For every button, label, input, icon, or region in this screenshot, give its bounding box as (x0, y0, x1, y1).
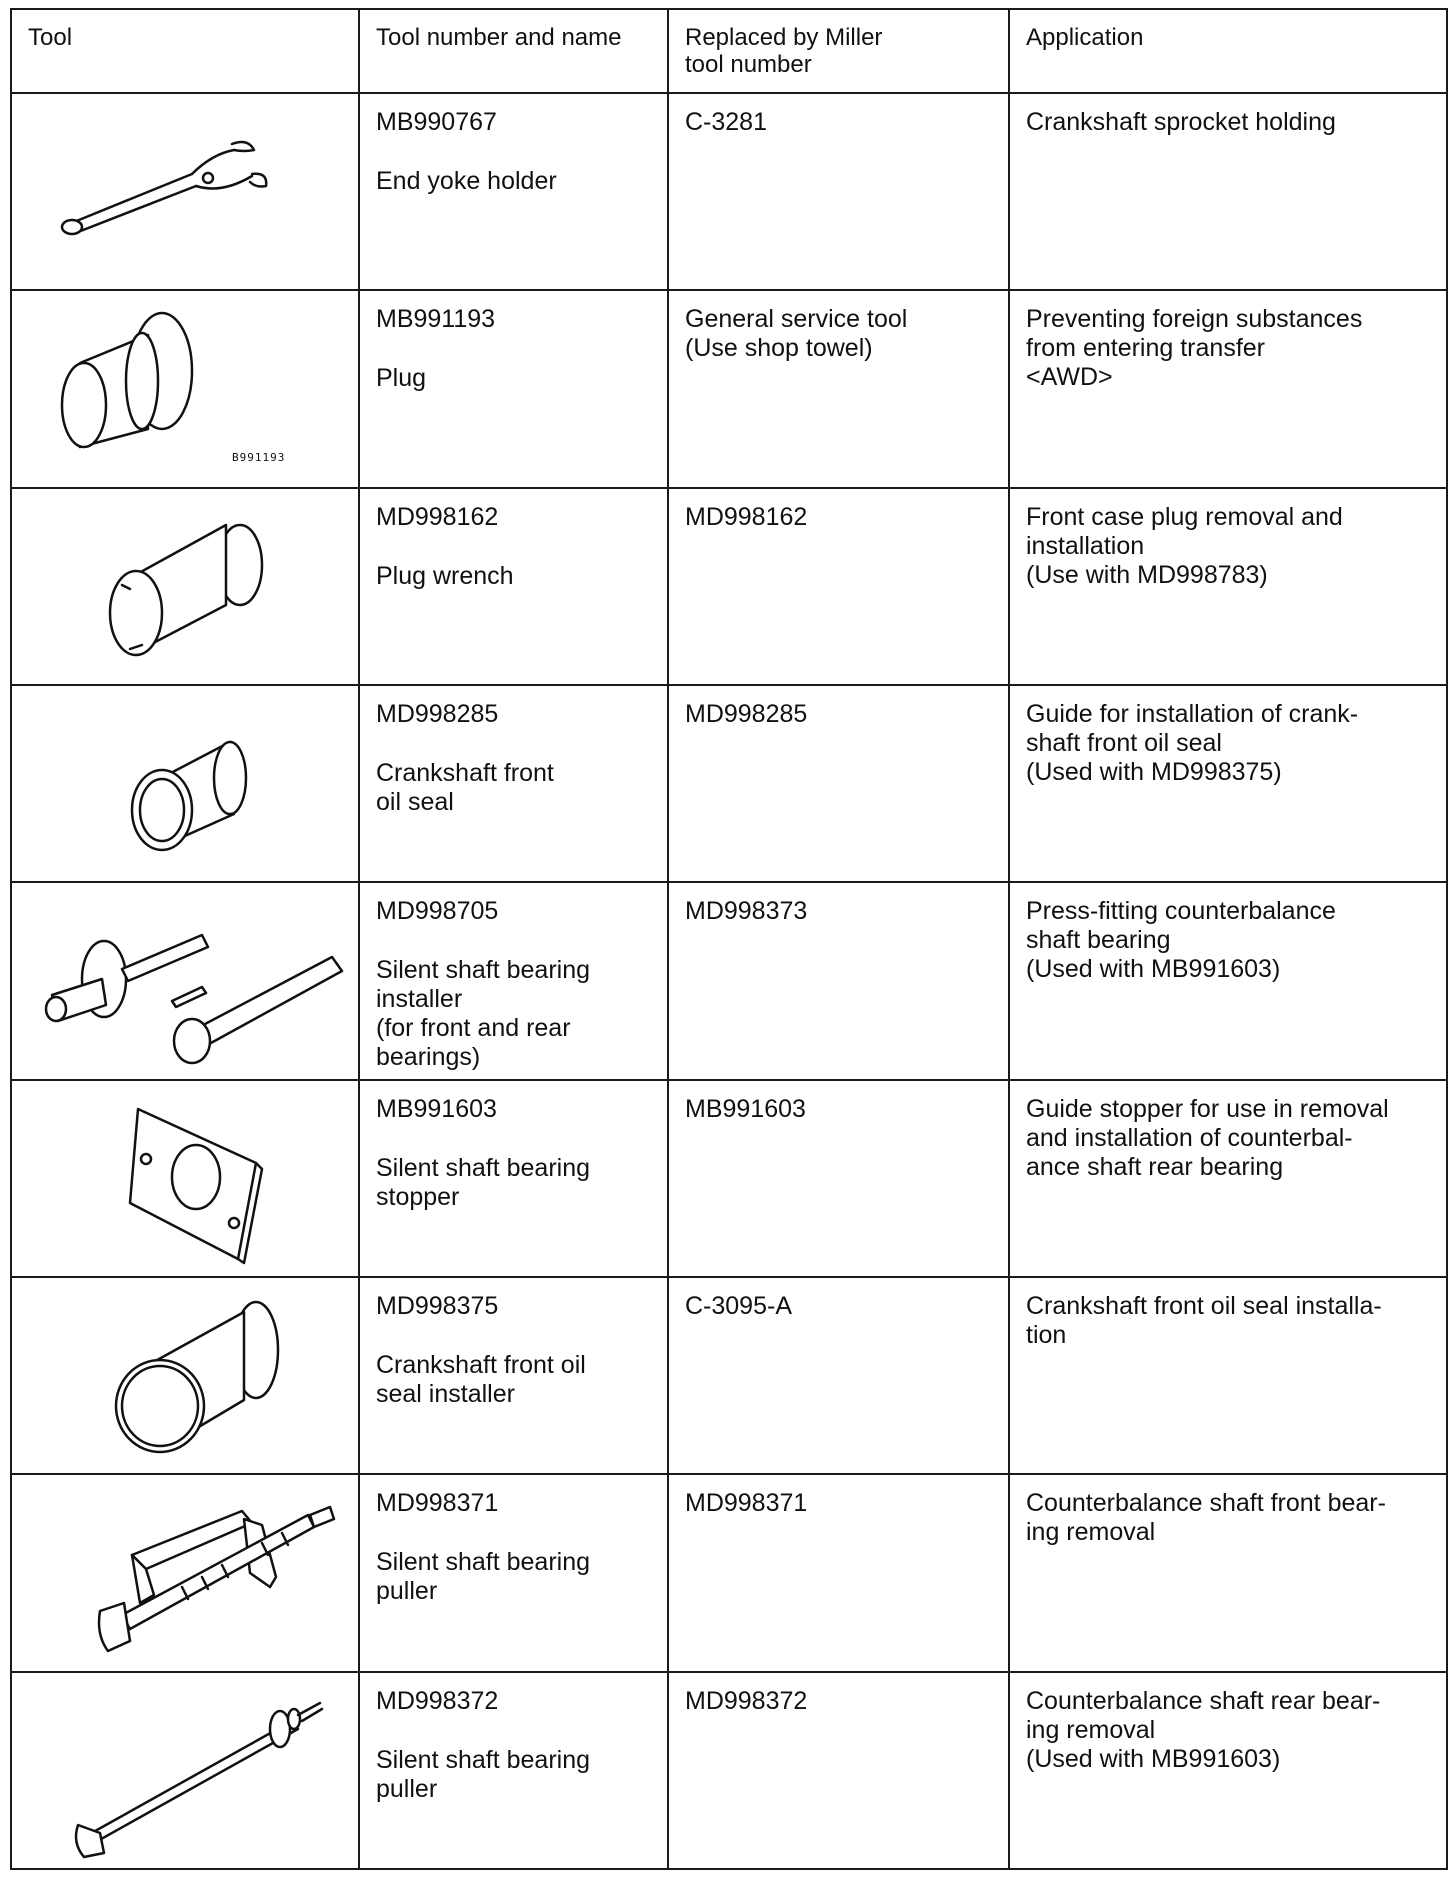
end-yoke-holder-icon (12, 94, 358, 289)
table-row (11, 93, 1447, 290)
tool-name: Silent shaft bearing installer (for front and rear bearings) (376, 956, 591, 1072)
tool-name: End yoke holder (376, 167, 557, 196)
application-cell: Counterbalance shaft front bear- ing removal (1009, 1474, 1447, 1671)
application-cell: Guide stopper for use in removal and installation of counterbal- ance shaft rear bearing (1009, 1080, 1447, 1277)
special-tools-table (10, 8, 1448, 1870)
table-row (11, 882, 1447, 1079)
application-cell: Preventing foreign substances from entering transfer <AWD> (1009, 290, 1447, 487)
front-bearing-puller-icon (12, 1475, 358, 1670)
tool-image-cell (11, 1080, 359, 1277)
tool-name: Plug wrench (376, 561, 514, 590)
tool-number: MD998285 (376, 700, 499, 729)
tool-name: Silent shaft bearing puller (376, 1745, 591, 1803)
bearing-installer-icon (12, 883, 358, 1078)
miller-number-cell: MD998285 (668, 685, 1009, 882)
application-cell: Front case plug removal and installation (Use with MD998783) (1009, 488, 1447, 685)
tool-number: MB991193 (376, 305, 496, 334)
tool-name: Crankshaft front oil seal (376, 759, 554, 817)
tool-number-name-cell (359, 488, 668, 685)
tool-number-name-cell (359, 290, 668, 487)
tool-number-name-cell (359, 1474, 668, 1671)
plug-wrench-icon (12, 489, 358, 684)
rear-bearing-puller-icon (12, 1673, 358, 1868)
tool-image-cell (11, 290, 359, 487)
application-cell: Press-fitting counterbalance shaft bearing (Used with MB991603) (1009, 882, 1447, 1079)
tool-image-cell (11, 882, 359, 1079)
application-cell: Counterbalance shaft rear bear- ing removal (Used with MB991603) (1009, 1672, 1447, 1869)
miller-number-cell: MD998371 (668, 1474, 1009, 1671)
header-application: Application (1009, 9, 1447, 93)
tool-image-cell (11, 1672, 359, 1869)
miller-number-cell: MB991603 (668, 1080, 1009, 1277)
table-row (11, 1080, 1447, 1277)
application-cell: Crankshaft front oil seal installa- tion (1009, 1277, 1447, 1474)
figure-label: B991193 (232, 451, 286, 465)
tool-name: Silent shaft bearing stopper (376, 1153, 591, 1211)
miller-number-cell: MD998372 (668, 1672, 1009, 1869)
table-row (11, 488, 1447, 685)
plug-icon (12, 291, 358, 486)
application-cell: Guide for installation of crank- shaft front oil seal (Used with MD998375) (1009, 685, 1447, 882)
miller-number-cell: MD998373 (668, 882, 1009, 1079)
tool-number-name-cell (359, 1080, 668, 1277)
tool-number: MB991603 (376, 1094, 497, 1123)
tool-number-name-cell (359, 93, 668, 290)
tool-image-cell (11, 93, 359, 290)
miller-number-cell: C-3095-A (668, 1277, 1009, 1474)
miller-number-cell: MD998162 (668, 488, 1009, 685)
tool-image-cell (11, 685, 359, 882)
table-row (11, 1474, 1447, 1671)
table-row (11, 685, 1447, 882)
tool-name: Crankshaft front oil seal installer (376, 1351, 586, 1408)
oil-seal-installer-icon (12, 1278, 358, 1473)
table-row (11, 290, 1447, 487)
tool-number: MB990767 (376, 108, 497, 137)
header-tool: Tool (11, 9, 359, 93)
header-tool-number-name: Tool number and name (359, 9, 668, 93)
tool-number-name-cell (359, 1277, 668, 1474)
tool-number: MD998375 (376, 1292, 499, 1320)
miller-number-cell: C-3281 (668, 93, 1009, 290)
tool-image-cell (11, 1474, 359, 1671)
application-cell: Crankshaft sprocket holding (1009, 93, 1447, 290)
tool-name: Silent shaft bearing puller (376, 1548, 591, 1606)
table-row (11, 1277, 1447, 1474)
tool-number: MD998371 (376, 1489, 499, 1518)
tool-image-cell (11, 488, 359, 685)
table-header-row (11, 9, 1447, 93)
tool-name: Plug (376, 364, 427, 393)
tool-number-name-cell (359, 685, 668, 882)
header-miller-number: Replaced by Miller tool number (668, 9, 1009, 93)
tool-number: MD998372 (376, 1686, 499, 1715)
table-row (11, 1672, 1447, 1869)
tool-number-name-cell (359, 882, 668, 1079)
bearing-stopper-icon (12, 1081, 358, 1276)
tool-number: MD998705 (376, 897, 499, 926)
tool-image-cell (11, 1277, 359, 1474)
oil-seal-guide-icon (12, 686, 358, 881)
miller-number-cell: General service tool (Use shop towel) (668, 290, 1009, 487)
tool-number: MD998162 (376, 502, 499, 531)
tool-number-name-cell (359, 1672, 668, 1869)
